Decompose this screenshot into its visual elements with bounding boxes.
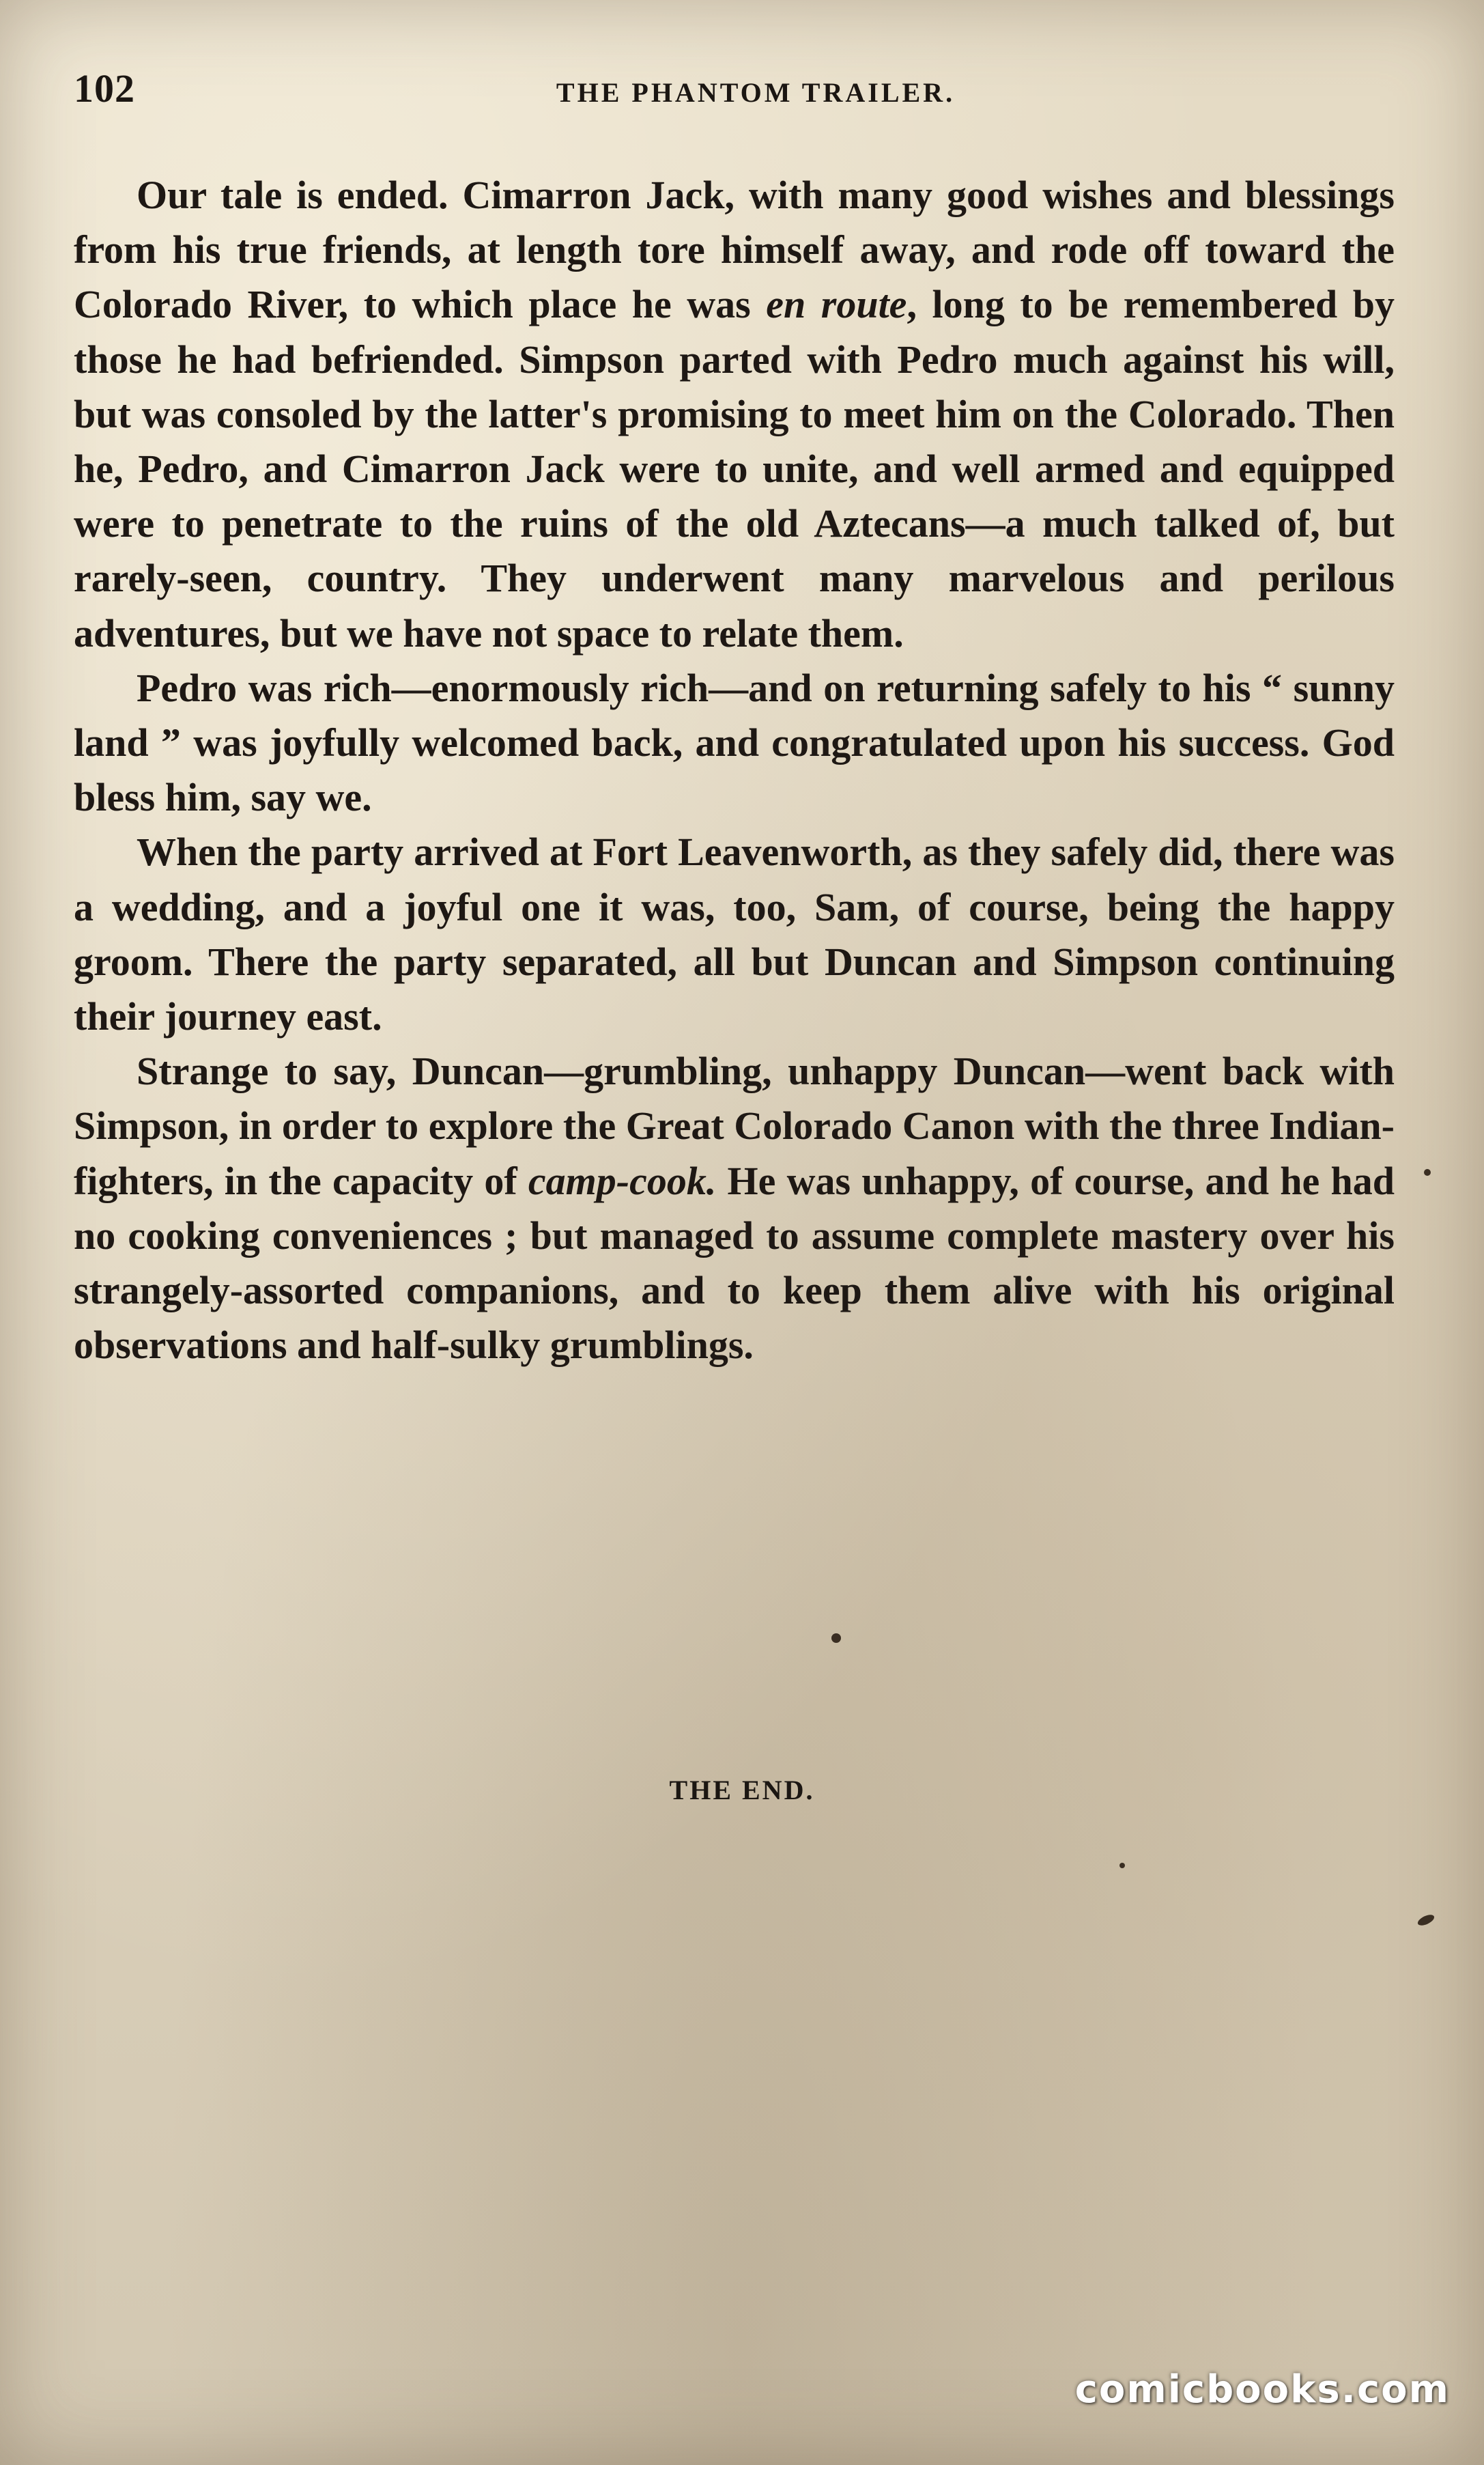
body-text — [74, 168, 1395, 1372]
the-end-heading: THE END. — [669, 1775, 815, 1805]
paragraph-1 — [74, 168, 1395, 661]
paragraph-1-text-a: Our tale is ended. Cimarron Jack, with many good wishes and blessings from his true friends, at length tore himself away, and rode off toward the Colorado River, to which place he was — [74, 173, 1395, 327]
paragraph-2: Pedro was rich—enormously rich—and on returning safely to his “ sunny land ” was joyfully welcomed back, and congratulated upon his success. God bless him, say we. — [74, 665, 1395, 820]
paragraph-3: When the party arrived at Fort Leavenworth, as they safely did, there was a wedding, and a joyful one it was, too, Sam, of course, being the happy groom. There the party separated, all but Duncan and Simpson continuing their journey east. — [74, 830, 1395, 1039]
page-header — [74, 66, 1410, 120]
ink-speck — [1416, 1913, 1436, 1928]
running-head: THE PHANTOM TRAILER. — [556, 77, 956, 108]
paragraph-4-text-b: He was unhappy, of course, and he had no cooking conveniences ; but managed to assume complete mastery over his strangely-assorted companions, and to keep them alive with his original observations and half-sulky grumblings. — [74, 1158, 1395, 1368]
ink-speck — [1119, 1863, 1125, 1868]
paragraph-4 — [74, 1044, 1395, 1372]
paragraph-4-text-a: Strange to say, Duncan—grumbling, unhappy Duncan—went back with Simpson, in order to explore the Great Colorado Canon with the three Indian-fighters, in the capacity of — [74, 1049, 1395, 1203]
ink-speck — [831, 1633, 841, 1643]
paragraph-1-text-b: , long to be remembered by those he had befriended. Simpson parted with Pedro much against his will, but was consoled by the latter's promising to meet him on the Colorado. Then he, Pedro, and Cimarron Jack were to unite, and well armed and equipped were to penetrate to the ruins of the old Aztecans—a much talked of, but rarely-seen, country. They underwent many marvelous and perilous adventures, but we have not space to relate them. — [74, 282, 1395, 656]
ink-speck — [1424, 1169, 1431, 1176]
site-watermark: comicbooks.com — [1074, 2367, 1450, 2412]
page-number: 102 — [74, 66, 135, 111]
paragraph-1-italic-en-route: en route — [766, 282, 907, 327]
paragraph-4-italic-camp-cook: camp-cook. — [528, 1158, 717, 1203]
